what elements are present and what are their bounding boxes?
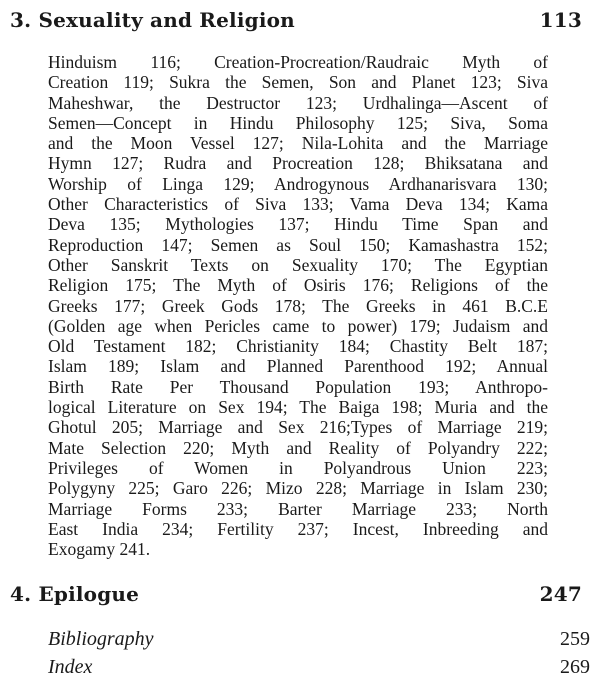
contents-line: Old Testament 182; Christianity 184; Chastity Belt 187; [48,336,548,357]
contents-line: Other Characteristics of Siva 133; Vama Deva 134; Kama [48,194,548,215]
contents-line: Marriage Forms 233; Barter Marriage 233; North [48,498,548,519]
contents-line: Polygyny 225; Garo 226; Mizo 228; Marriage in Islam 230; [48,478,548,499]
chapter-number: 4. [10,582,32,606]
contents-line: Privileges of Women in Polyandrous Union 223; [48,457,548,478]
contents-line: Mate Selection 220; Myth and Reality of Polyandry 222; [48,437,548,458]
contents-line: Ghotul 205; Marriage and Sex 216;Types of Marriage 219; [48,417,548,438]
entry-page: 269 [560,656,590,678]
chapter-title-text: Epilogue [38,582,140,606]
contents-line: and the Moon Vessel 127; Nila-Lohita and the Marriage [48,133,548,154]
chapter-page: 113 [539,8,582,32]
contents-line: Other Sanskrit Texts on Sexuality 170; The Egyptian [48,254,548,275]
contents-line: (Golden age when Pericles came to power) 179; Judaism and [48,315,548,336]
contents-line: Maheshwar, the Destructor 123; Urdhalinga—Ascent of [48,92,548,113]
contents-line: Creation 119; Sukra the Semen, Son and Planet 123; Siva [48,72,548,93]
chapter-title [10,8,295,32]
contents-line: logical Literature on Sex 194; The Baiga 198; Muria and the [48,397,548,418]
chapter-3-heading [10,8,594,32]
contents-line: Hymn 127; Rudra and Procreation 128; Bhiksatana and [48,153,548,174]
chapter-4-heading [10,582,594,606]
chapter-3-contents [48,52,548,559]
chapter-number: 3. [10,8,32,32]
entry-page: 259 [560,628,590,650]
bibliography-entry [48,628,590,651]
contents-line: Reproduction 147; Semen as Soul 150; Kamashastra 152; [48,234,548,255]
contents-line: East India 234; Fertility 237; Incest, Inbreeding and [48,518,548,539]
contents-line: Worship of Linga 129; Androgynous Ardhanarisvara 130; [48,173,548,194]
contents-line: Religion 175; The Myth of Osiris 176; Religions of the [48,275,548,296]
index-entry [48,656,590,679]
contents-line: Birth Rate Per Thousand Population 193; Anthropo- [48,376,548,397]
contents-line: Deva 135; Mythologies 137; Hindu Time Span and [48,214,548,235]
chapter-page: 247 [539,582,582,606]
entry-title: Index [48,656,93,678]
chapter-title [10,582,139,606]
contents-line: Islam 189; Islam and Planned Parenthood 192; Annual [48,356,548,377]
contents-line: Semen—Concept in Hindu Philosophy 125; Siva, Soma [48,112,548,133]
contents-line: Exogamy 241. [48,539,151,560]
contents-line: Greeks 177; Greek Gods 178; The Greeks in 461 B.C.E [48,295,548,316]
chapter-title-text: Sexuality and Religion [38,8,295,32]
entry-title: Bibliography [48,628,154,650]
contents-line: Hinduism 116; Creation-Procreation/Raudraic Myth of [48,52,548,72]
